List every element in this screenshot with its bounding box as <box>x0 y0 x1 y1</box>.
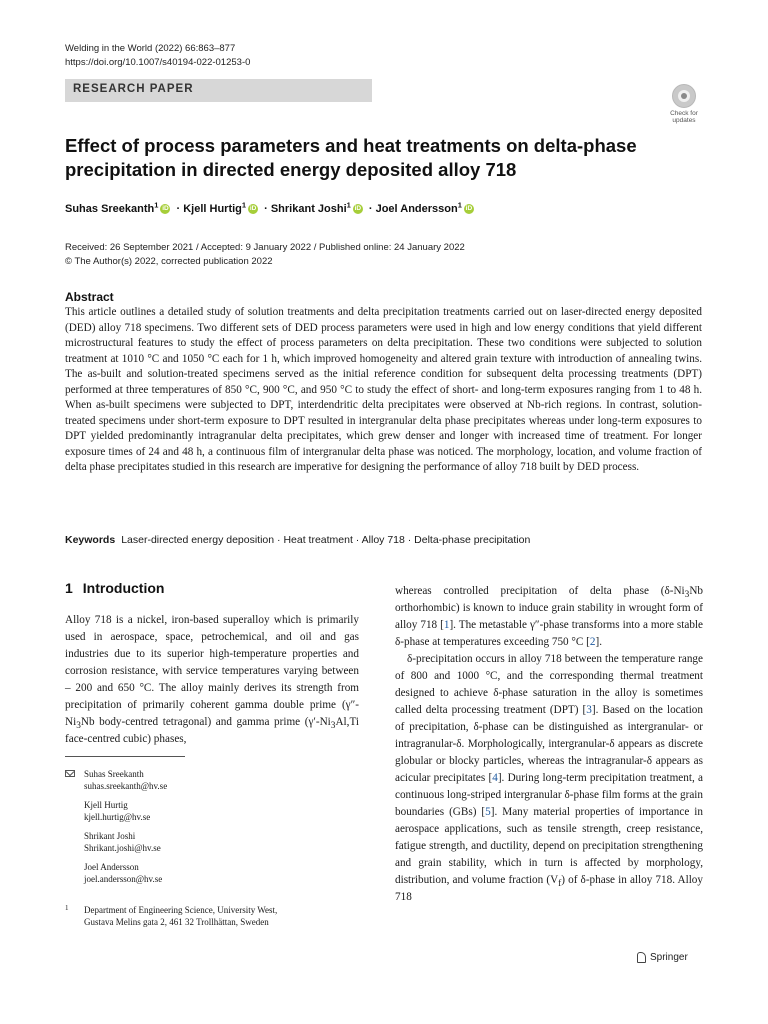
intro-paragraph: δ-precipitation occurs in alloy 718 between the temperature range of 800 and 1000 °C, and the corresponding thermal treatment designed to achieve δ-phase saturation in the alloy is sometimes called delta processing treatment (DPT) [3]. Based on the location of precipitation, δ-phase can be distinguished as intergranular- or intragranular-δ. Morphologically, intergranular-δ appears as discrete globular or blocky particles, whereas the intragranular-δ appears as acicular precipitates [4]. During long-term precipitation treatment, a continuous long-striped intergranular δ-phase film forms at the grain boundaries (GBs) [5]. Many material properties of importance in aerospace applications, such as tensile strength, creep resistance, fatigue strength, and ductility, depend on precipitation strengthening and grain stability, which in turn is affected by morphology, distribution, and volume fraction $(V_f)$ of δ-phase in alloy 718. Alloy 718 <box>395 653 703 903</box>
author-separator: · <box>365 203 376 215</box>
check-for-updates-badge[interactable] <box>664 84 704 126</box>
corresponding-author-name: Shrikant Joshi <box>84 831 136 841</box>
intro-paragraph: Alloy 718 is a nickel, iron-based superalloy which is primarily used in aerospace, space, petrochemical, and oil and gas industries due to its superior high-temperature properties and corrosion resistance, with service temperatures varying between – 200 and 650 °C. The alloy mainly derives its strength from precipitation of primarily coherent gamma double prime ($\gamma''-Ni_3Nb$ body-centred tetragonal) and gamma prime ($\gamma'-Ni_3Al,Ti$ face-centred cubic) phases, <box>65 614 359 745</box>
author-list <box>65 200 477 215</box>
published-date: / Published online: 24 January 2022 <box>311 242 465 253</box>
correspondence-block <box>65 768 359 892</box>
paper-title: Effect of process parameters and heat treatments on delta-phase precipitation in directed energy deposited alloy 718 <box>65 135 637 180</box>
affiliation-footnote <box>65 904 359 928</box>
author-affil-ref: 1 <box>241 200 247 210</box>
author-email[interactable]: Shrikant.joshi@hv.se <box>84 843 161 853</box>
publisher-name: Springer <box>650 952 688 964</box>
author-name[interactable]: Joel Andersson <box>375 203 458 215</box>
author-name[interactable]: Shrikant Joshi <box>270 203 347 215</box>
orcid-icon[interactable]: iD <box>465 205 473 213</box>
check-updates-text: Check for updates <box>670 110 698 124</box>
author-affil-ref: 1 <box>457 200 462 210</box>
check-updates-icon <box>672 84 696 108</box>
correspondence-entry <box>65 861 359 885</box>
copyright-line: © The Author(s) 2022, corrected publication 2022 <box>65 256 273 267</box>
doi-link[interactable]: https://doi.org/10.1007/s40194-022-01253-0 <box>65 57 251 68</box>
citation-link[interactable]: 4 <box>492 772 498 784</box>
correspondence-entry <box>65 830 359 854</box>
author-affil-ref: 1 <box>154 200 159 210</box>
corresponding-author-name: Joel Andersson <box>84 862 139 872</box>
author-email[interactable]: suhas.sreekanth@hv.se <box>84 781 168 791</box>
received-accepted-dates: Received: 26 September 2021 / Accepted: 9 January 2022 <box>65 242 312 253</box>
author-email[interactable]: kjell.hurtig@hv.se <box>84 812 151 822</box>
citation-link[interactable]: 5 <box>485 806 491 818</box>
springer-horse-icon <box>637 952 646 963</box>
author-name[interactable]: Suhas Sreekanth <box>65 203 155 215</box>
section-title: Introduction <box>82 580 165 596</box>
citation-link[interactable]: 1 <box>443 619 450 631</box>
abstract-body: This article outlines a detailed study of solution treatments and delta precipitation treatments carried out on laser-directed energy deposited (DED) alloy 718 specimens. Two different sets of DED process parameters were used in high and low energy conditions that yield different microstructural features to study the effect of process parameters on delta precipitation. These two conditions were subjected to solution treatment at 1010 °C and 1050 °C each for 1 h, which improved homogeneity and altered grain texture with introduction of annealing twins. The as-built and solution-treated specimens served as the initial reference condition for subsequent delta processing treatments (DPT) performed at three temperatures of 850 °C, 900 °C, and 950 °C to study the effect of short- and long-term exposures ranging from 1 to 48 h. When as-built specimens were subjected to DPT, interdendritic delta precipitates were observed at Nb-rich regions. In contrast, solution-treated specimens under short-term exposure to DPT resulted in intergranular delta phase precipitates whereas under long-term exposures to DPT yielded predominantly intragranular delta precipitates, which grew denser and longer with increased time of treatment. For longer exposure times of 24 and 48 h, a continuous film of intergranular delta phase was noticed. The morphology, location, and volume fraction of delta phase precipitates studied in this research are imperative for designing the performance of alloy 718 built by DED process. <box>65 306 702 473</box>
section-number: 1 <box>65 580 73 596</box>
orcid-icon[interactable]: iD <box>162 205 169 213</box>
author-separator: · <box>173 203 184 215</box>
corresponding-author-name: Suhas Sreekanth <box>84 769 144 779</box>
author-email[interactable]: joel.andersson@hv.se <box>84 874 163 884</box>
journal-citation: Welding in the World (2022) 66:863–877 <box>65 43 236 54</box>
publisher-logo <box>637 952 688 963</box>
orcid-icon[interactable]: iD <box>249 205 257 213</box>
keywords-text: Laser-directed energy deposition · Heat treatment · Alloy 718 · Delta-phase precipitation <box>121 534 531 546</box>
mail-icon <box>65 770 75 777</box>
author-name[interactable]: Kjell Hurtig <box>183 203 242 215</box>
right-column-text <box>395 583 703 906</box>
intro-paragraph-continued: whereas controlled precipitation of delta phase ($\delta-Ni_3Nb$ orthorhombic) is known to induce grain stability in wrought form of alloy 718 [1]. The metastable γ″-phase transforms into a more stable δ-phase at temperatures exceeding 750 °C [2]. <box>395 585 703 648</box>
correspondence-entry <box>65 799 359 823</box>
orcid-icon[interactable]: iD <box>354 205 362 213</box>
keywords-line <box>65 534 702 546</box>
publication-dates <box>65 241 465 269</box>
affiliation-line: Gustava Melins gata 2, 461 32 Trollhättan, Sweden <box>84 917 269 927</box>
journal-header <box>65 42 250 70</box>
citation-link[interactable]: 3 <box>586 704 592 716</box>
section-heading <box>65 580 164 596</box>
author-separator: · <box>261 203 271 215</box>
keywords-label: Keywords <box>65 534 116 546</box>
corresponding-author-name: Kjell Hurtig <box>84 800 128 810</box>
affiliation-number: 1 <box>65 904 69 912</box>
affiliation-line: Department of Engineering Science, University West, <box>84 905 278 915</box>
footnote-divider <box>65 756 185 757</box>
article-type-label: RESEARCH PAPER <box>73 83 194 95</box>
correspondence-entry <box>65 768 359 792</box>
abstract-heading: Abstract <box>65 290 114 304</box>
left-column-text <box>65 612 359 748</box>
author-affil-ref: 1 <box>346 200 351 210</box>
citation-link[interactable]: 2 <box>589 636 596 648</box>
